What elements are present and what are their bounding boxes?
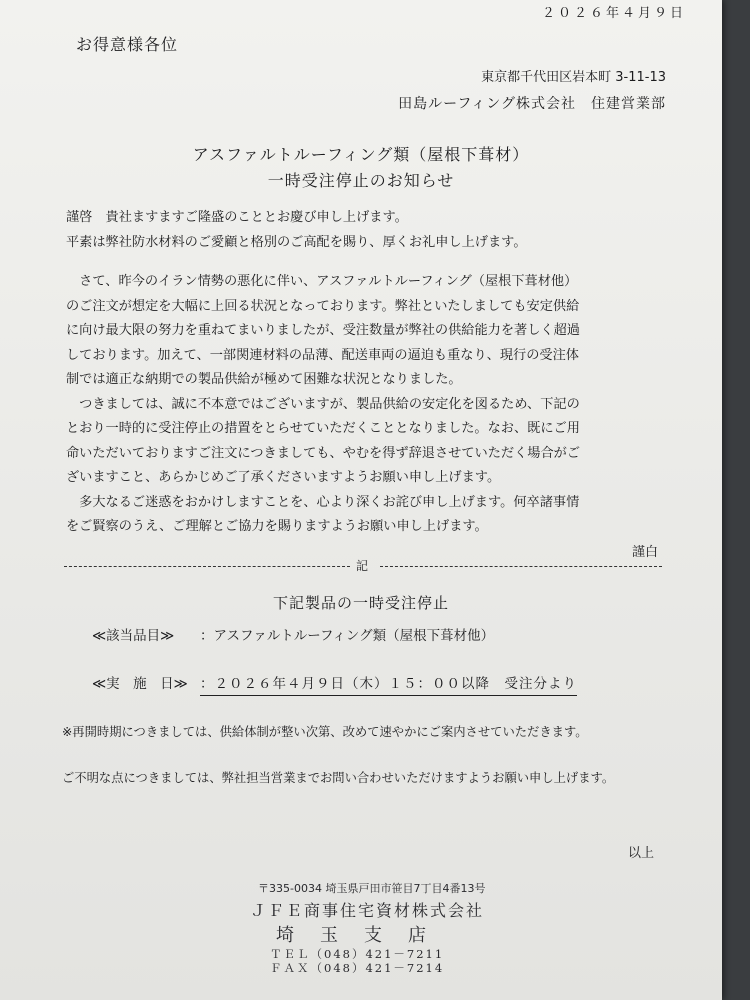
body-line: のご注文が想定を大幅に上回る状況となっております。弊社といたしましても安定供給: [66, 298, 580, 314]
letter-date: ２０２６年４月９日: [541, 6, 686, 21]
body-line: しております。加えて、一部関連材料の品薄、配送車両の逼迫も重なり、現行の受注体: [66, 347, 579, 363]
divider-left: [64, 566, 350, 567]
document-title: アスファルトルーフィング類（屋根下葺材）: [192, 145, 530, 164]
body-paragraph: [66, 270, 676, 540]
body-line: とおり一時的に受注停止の措置をとらせていただくこととなりました。なお、既にご用: [66, 421, 580, 436]
greeting-line: 平素は弊社防水材料のご愛顧と格別のご高配を賜り、厚くお礼申し上げます。: [66, 234, 527, 250]
body-line: 多大なるご迷惑をおかけしますことを、心より深くお詫び申し上げます。何卒諸事情: [66, 494, 580, 510]
body-line: ざいますこと、あらかじめご了承くださいますようお願い申し上げます。: [66, 470, 501, 485]
resume-note: ※再開時期につきましては、供給体制が整い次第、改めて速やかにご案内させていただきます。: [62, 725, 588, 739]
recipient: お得意様各位: [76, 35, 179, 54]
stamp-tel: ＴＥＬ（048）421－7211: [270, 947, 445, 961]
stamp-fax: ＦＡＸ（048）421－7214: [270, 961, 445, 975]
items-heading: 下記製品の一時受注停止: [272, 594, 449, 612]
ki-marker: 記: [356, 559, 369, 573]
end-word: 以上: [627, 846, 654, 861]
stamp-address: 〒335-0034 埼玉県戸田市笹目7丁目4番13号: [258, 882, 486, 895]
sender-company: 田島ルーフィング株式会社 住建営業部: [398, 96, 666, 112]
body-line: つきましては、誠に不本意ではございますが、製品供給の安定化を図るため、下記の: [66, 396, 580, 412]
body-line: 命いただいておりますご注文につきましても、やむを得ず辞退させていただく場合がご: [66, 445, 581, 461]
greeting-line: 謹啓 貴社ますますご隆盛のこととお慶び申し上げます。: [66, 210, 408, 225]
stamp-branch: 埼玉支店: [276, 925, 452, 946]
effective-date-text: ：２０２６年４月９日（木）１５：００以降 受注分より: [200, 676, 577, 696]
body-line: 制では適正な納期での製品供給が極めて困難な状況となりました。: [66, 372, 462, 387]
divider-right: [380, 566, 662, 567]
effective-date-label: ≪実 施 日≫: [92, 676, 188, 692]
product-label: ≪該当品目≫: [92, 628, 175, 644]
stamp-company: ＪＦＥ商事住宅資材株式会社: [250, 901, 485, 920]
greeting-paragraph: [66, 206, 676, 255]
effective-date-value: [200, 672, 577, 692]
sender-address: 東京都千代田区岩本町 3-11-13: [481, 70, 666, 85]
contact-note: ご不明な点につきましては、弊社担当営業までお問い合わせいただけますようお願い申し上げます。: [62, 771, 615, 785]
closing-word: 謹白: [631, 545, 658, 560]
document-subtitle: 一時受注停止のお知らせ: [267, 171, 455, 190]
body-line: をご賢察のうえ、ご理解とご協力を賜りますようお願い申し上げます。: [66, 519, 488, 534]
distributor-stamp: [250, 880, 520, 975]
body-line: さて、昨今のイラン情勢の悪化に伴い、アスファルトルーフィング（屋根下葺材他）: [66, 274, 578, 289]
body-line: に向け最大限の努力を重ねてまいりましたが、受注数量が弊社の供給能力を著しく超過: [66, 323, 580, 338]
product-value: ：アスファルトルーフィング類（屋根下葺材他）: [200, 628, 495, 644]
